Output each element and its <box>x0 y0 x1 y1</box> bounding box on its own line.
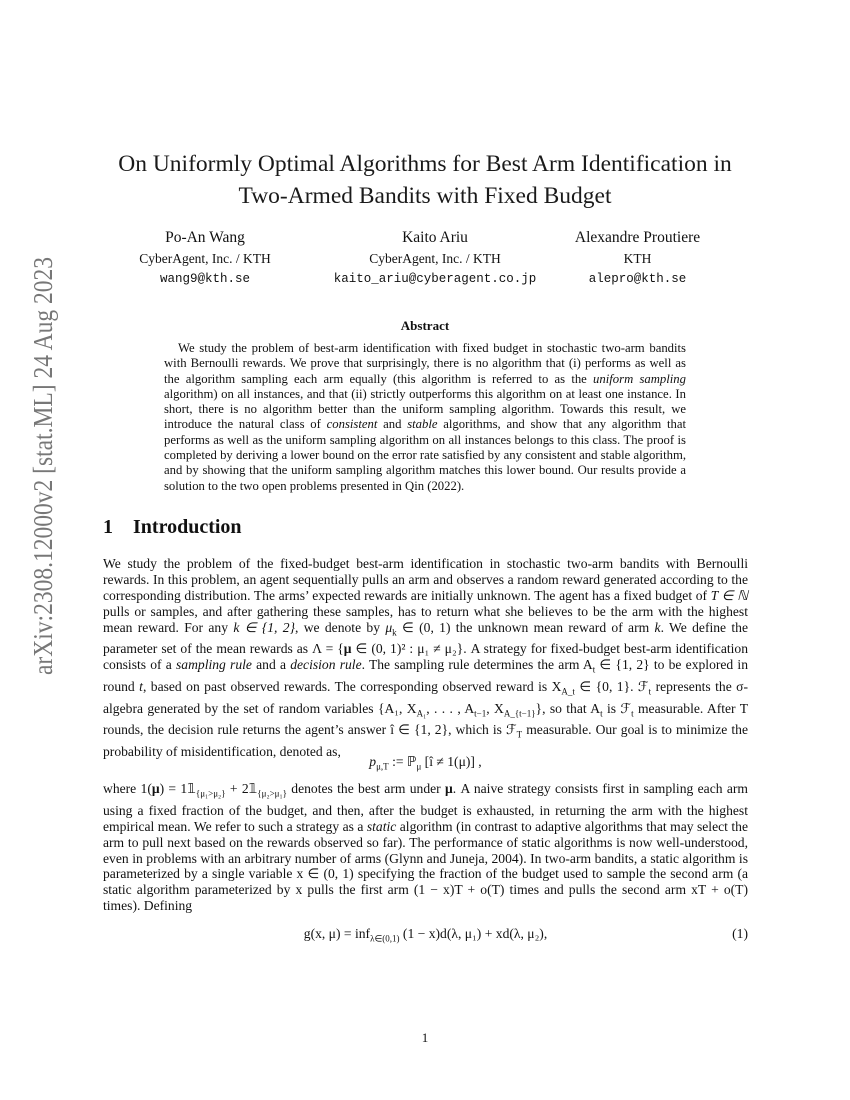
paper-title <box>100 148 750 212</box>
author-name: Po-An Wang <box>165 229 245 246</box>
section-heading <box>103 516 242 539</box>
author-email[interactable]: wang9@kth.se <box>159 272 250 286</box>
text: ∈ {0, 1}. ℱ <box>574 679 649 695</box>
text: ∈ {1, 2} to be explored in round <box>103 657 748 695</box>
math: [î ≠ 1(μ)] , <box>421 754 482 769</box>
math-sub: μ <box>416 761 422 772</box>
math: k ∈ {1, 2} <box>233 619 296 635</box>
math: k <box>654 619 661 635</box>
text: is ℱ <box>602 700 632 716</box>
text: ∈ (0, 1) the unknown mean reward of arm <box>396 619 655 635</box>
emph: static <box>366 818 397 834</box>
abstract-emph: uniform sampling <box>593 371 686 386</box>
abstract-body <box>164 341 686 494</box>
text: . The sampling rule determines the arm A <box>361 657 593 673</box>
abstract-paragraph <box>164 341 686 494</box>
math-sub: μ,T <box>376 761 389 772</box>
author-affiliation: CyberAgent, Inc. / KTH <box>369 251 501 266</box>
text: . We define the parameter set of the mean rewards as Λ = { <box>103 619 748 657</box>
text: + 2𝟙 <box>225 781 258 796</box>
math-sub: t <box>592 665 596 676</box>
abstract-text: algorithm) on all instances, and that (ii) strictly outperforms this algorithm on at least one instance. In short, there is no algorithm better than the uniform sampling algorithm. Towards this result, we introduce the natural class of <box>164 386 686 432</box>
section-title: Introduction <box>133 516 242 538</box>
abstract-emph: consistent <box>326 417 378 432</box>
math: (1 − x)d(λ, μ₁) + xd(λ, μ₂), <box>399 926 548 941</box>
math: inf <box>354 926 371 941</box>
text: where 1( <box>103 781 152 796</box>
math-sub: T <box>516 730 523 741</box>
abstract-emph: stable <box>407 417 438 432</box>
author-affiliation: KTH <box>623 251 652 266</box>
text: and a <box>251 657 291 673</box>
math-sub: t <box>631 708 634 719</box>
math: μ <box>385 619 393 635</box>
math: t <box>139 679 143 695</box>
math-sub: k <box>392 627 397 638</box>
math-sub: t <box>600 708 603 719</box>
text: measurable. Our goal is to minimize the probability of misidentification, denoted as, <box>103 722 748 760</box>
text: pulls or samples, and after gathering these samples, has to return what she believes to be the arm with the highest mean reward. For any <box>103 603 748 635</box>
math: := ℙ <box>388 754 417 769</box>
math-bold: μ <box>151 781 160 796</box>
paragraph <box>103 556 748 760</box>
math-sub: A₁ <box>416 708 427 719</box>
math: T ∈ ℕ <box>710 587 748 603</box>
section-number: 1 <box>103 516 113 538</box>
math-sub: λ∈(0,1) <box>370 933 400 944</box>
text: denotes the best arm under <box>286 781 446 796</box>
abstract-text: and <box>377 417 408 432</box>
author-name: Kaito Ariu <box>402 229 468 246</box>
text: measurable. After T rounds, the decision rule returns the agent’s answer î ∈ {1, 2}, which is ℱ <box>103 700 748 738</box>
arxiv-id-text: arXiv:2308.12000v2 [stat.ML] 24 Aug 2023 <box>28 255 58 675</box>
author-2 <box>320 227 550 289</box>
math-sub: {μ₁>μ₂} <box>195 788 226 799</box>
emph: sampling rule <box>176 657 252 673</box>
equation-1 <box>103 926 748 945</box>
text: ) = 1𝟙 <box>159 781 196 796</box>
intro-paragraph-2 <box>103 781 748 914</box>
text: . A naive strategy consists first in sampling each arm using a fixed fraction of the budget, and then, after the budget is exhausted, in returning the arm with the highest empirical mean. We refer to such a strategy as a <box>103 781 748 834</box>
author-3 <box>540 227 735 289</box>
text: , based on past observed rewards. The corresponding observed reward is X <box>142 679 562 695</box>
text: }, so that A <box>535 700 601 716</box>
arxiv-side-stamp <box>22 255 62 675</box>
math-sub: A_t <box>561 686 575 697</box>
math: p <box>369 754 377 769</box>
equation-number: (1) <box>732 926 748 941</box>
author-name: Alexandre Proutiere <box>574 229 701 246</box>
equation-error-probability <box>103 754 748 772</box>
text: algorithm (in contrast to adaptive algorithms that may select the arm to pull next based on the rewards observed so far). The performance of static algorithms is now well-understood, even in problems with an arbitrary number of arms (Glynn and Juneja, 2004). In two-arm bandits, a static algorithm is parameterized by a single variable x ∈ (0, 1) specifying the fraction of the budget used to sample the second arm (a static algorithm parameterized by x pulls the first arm (1 − x)T + o(T) times and pulls the second arm xT + o(T) times). Defining <box>103 818 748 914</box>
abstract-heading: Abstract <box>400 318 450 333</box>
math-sub: t <box>648 686 652 697</box>
text: We study the problem of the fixed-budget best-arm identification in stochastic two-arm bandits with Bernoulli rewards. In this problem, an agent sequentially pulls an arm and observes a random reward generated according to the corresponding distribution. The arms’ expected rewards are initially unknown. The agent has a fixed budget of <box>103 556 748 603</box>
text: , X <box>486 700 504 716</box>
text: ∈ (0, 1)² : μ₁ ≠ μ₂}. A strategy for fixed-budget best-arm identification consists of a <box>103 641 749 673</box>
abstract-text: We study the problem of best-arm identification with fixed budget in stochastic two-arm bandits with Bernoulli rewards. We prove that surprisingly, there is no algorithm that (i) performs as well as the algorithm sampling each arm equally (this algorithm is referred to as the <box>164 341 686 386</box>
emph: decision rule <box>290 657 362 673</box>
math-sub: A_{t−1} <box>503 708 536 719</box>
author-1 <box>100 227 310 289</box>
text: , we denote by <box>295 619 386 635</box>
paragraph <box>103 781 748 914</box>
title-line-2: Two-Armed Bandits with Fixed Budget <box>238 183 612 209</box>
intro-paragraph-1 <box>103 556 748 760</box>
arxiv-stamp-svg <box>22 255 62 675</box>
author-affiliation: CyberAgent, Inc. / KTH <box>139 251 271 266</box>
math-bold: μ <box>445 781 453 796</box>
math-bold: μ <box>343 641 352 657</box>
math: g(x, μ) = <box>303 926 355 941</box>
author-email[interactable]: alepro@kth.se <box>588 272 687 286</box>
title-line-1: On Uniformly Optimal Algorithms for Best Arm Identification in <box>118 151 732 177</box>
page-number: 1 <box>421 1030 429 1045</box>
text: represents the σ-algebra generated by the set of random variables {A₁, X <box>103 679 749 716</box>
math-sub: t−1 <box>474 708 487 719</box>
author-email[interactable]: kaito_ariu@cyberagent.co.jp <box>333 272 537 286</box>
abstract-text: algorithms, and show that any algorithm that performs as well as the uniform sampling algorithm on all instances belongs to this class. The proof is completed by deriving a lower bound on the error rate satisfied by any consistent and stable algorithm, and by showing that the uniform sampling algorithm matches this lower bound. Our results provide a solution to the two open problems presented in Qin (2022). <box>164 417 687 493</box>
math-sub: {μ₂>μ₁} <box>257 788 287 799</box>
text: , . . . , A <box>426 700 475 716</box>
